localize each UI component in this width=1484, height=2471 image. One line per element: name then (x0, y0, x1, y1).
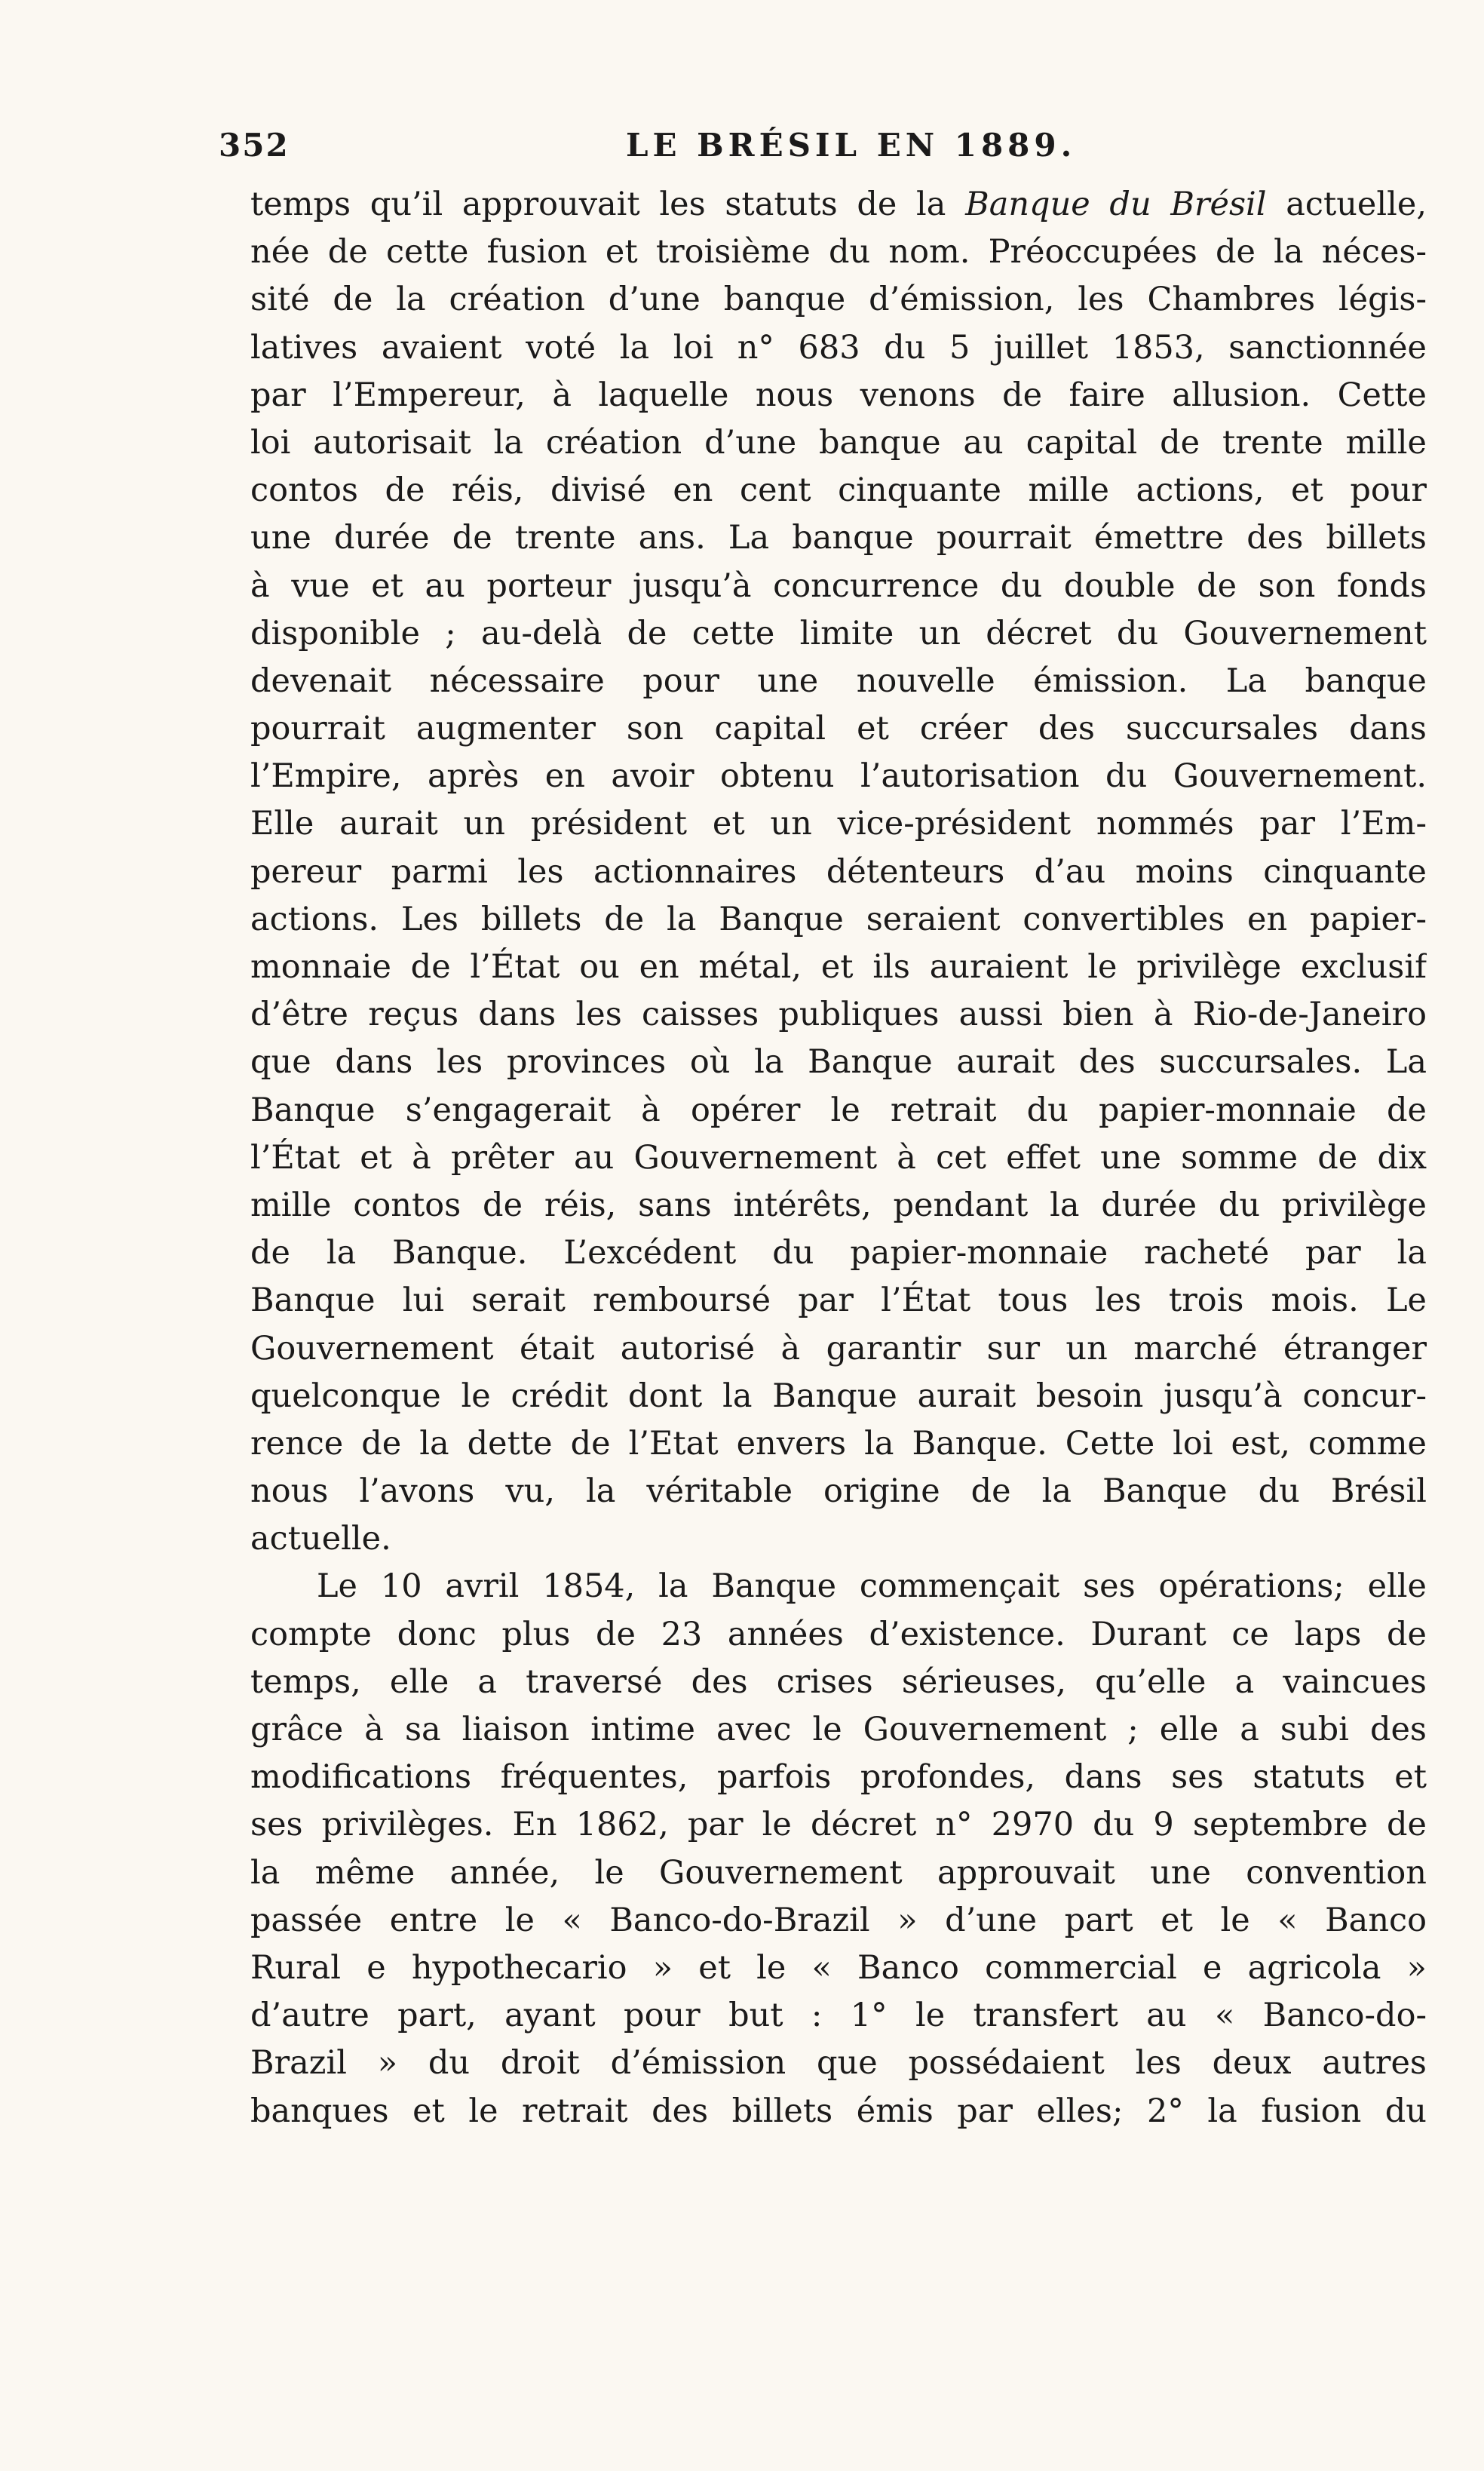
running-title: LE BRÉSIL EN 1889. (626, 127, 1077, 164)
text-line: actuelle. (250, 1520, 391, 1558)
text-line: loi autorisait la création d’une banque au capital de trente mille (250, 423, 1427, 462)
text-line: pereur parmi les actionnaires détenteurs d’au moins cinquante (250, 852, 1427, 891)
text-line: latives avaient voté la loi n° 683 du 5 juillet 1853, sanctionnée (250, 328, 1427, 367)
text-line (250, 181, 1427, 229)
text-line: pourrait augmenter son capital et créer des succursales dans (250, 710, 1427, 748)
text-line: une durée de trente ans. La banque pourrait émettre des billets (250, 519, 1427, 557)
italic-title: Banque du Brésil (965, 186, 1267, 223)
text-line: actions. Les billets de la Banque seraient convertibles en papier- (250, 900, 1427, 938)
text-line: sité de la création d’une banque d’émission, les Chambres légis- (250, 281, 1427, 319)
body-text (250, 181, 1427, 2135)
text-line: Le 10 avril 1854, la Banque commençait ses opérations; elle (317, 1567, 1427, 1606)
text-line: l’Empire, après en avoir obtenu l’autorisation du Gouvernement. (250, 757, 1427, 796)
text-line: Banque s’engagerait à opérer le retrait du papier-monnaie de (250, 1091, 1427, 1129)
text-line: contos de réis, divisé en cent cinquante mille actions, et pour (250, 471, 1427, 510)
text-line: l’État et à prêter au Gouvernement à cet effet une somme de dix (250, 1138, 1427, 1177)
text-line: la même année, le Gouvernement approuvait une convention (250, 1853, 1427, 1892)
text-line: temps, elle a traversé des crises sérieuses, qu’elle a vaincues (250, 1662, 1427, 1701)
text-line: née de cette fusion et troisième du nom. Préoccupées de la néces- (250, 233, 1427, 272)
text-line: monnaie de l’État ou en métal, et ils auraient le privilège exclusif (250, 948, 1427, 986)
text-line: passée entre le « Banco-do-Brazil » d’une part et le « Banco (250, 1901, 1427, 1939)
text-line: grâce à sa liaison intime avec le Gouvernement ; elle a subi des (250, 1711, 1427, 1748)
text-line: rence de la dette de l’Etat envers la Banque. Cette loi est, comme (250, 1424, 1427, 1463)
text-line: de la Banque. L’excédent du papier-monnaie racheté par la (250, 1234, 1427, 1272)
text-line: d’être reçus dans les caisses publiques aussi bien à Rio-de-Janeiro (250, 996, 1427, 1034)
text-line: Brazil » du droit d’émission que possédaient les deux autres (250, 2044, 1427, 2083)
text-line: à vue et au porteur jusqu’à concurrence du double de son fonds (250, 566, 1427, 605)
text-line: Rural e hypothecario » et le « Banco commercial e agricola » (250, 1948, 1427, 1987)
text-line: compte donc plus de 23 années d’existence. Durant ce laps de (250, 1615, 1427, 1653)
text-line-segment: temps qu’il approuvait les statuts de la (250, 186, 966, 223)
text-line: mille contos de réis, sans intérêts, pendant la durée du privilège (250, 1186, 1427, 1224)
text-line: modifications fréquentes, parfois profondes, dans ses statuts et (250, 1758, 1427, 1797)
page-number: 352 (219, 127, 290, 164)
text-line: Banque lui serait remboursé par l’État tous les trois mois. Le (250, 1282, 1427, 1320)
text-line: banques et le retrait des billets émis par elles; 2° la fusion du (250, 2092, 1427, 2130)
text-line: Gouvernement était autorisé à garantir sur un marché étranger (250, 1329, 1427, 1367)
text-line: Elle aurait un président et un vice-président nommés par l’Em- (250, 805, 1427, 843)
text-line-segment: actuelle, (1266, 186, 1427, 223)
text-line: quelconque le crédit dont la Banque aurait besoin jusqu’à concur- (250, 1377, 1427, 1415)
text-line: ses privilèges. En 1862, par le décret n° 2970 du 9 septembre de (250, 1806, 1427, 1844)
text-line: par l’Empereur, à laquelle nous venons de faire allusion. Cette (250, 376, 1427, 414)
text-line: disponible ; au-delà de cette limite un décret du Gouvernement (250, 614, 1427, 652)
text-line: devenait nécessaire pour une nouvelle émission. La banque (250, 661, 1427, 700)
text-line: d’autre part, ayant pour but : 1° le transfert au « Banco-do- (250, 1997, 1427, 2035)
page-header (219, 127, 1418, 172)
text-line: nous l’avons vu, la véritable origine de la Banque du Brésil (250, 1472, 1427, 1511)
text-line: que dans les provinces où la Banque aurait des succursales. La (250, 1043, 1427, 1082)
